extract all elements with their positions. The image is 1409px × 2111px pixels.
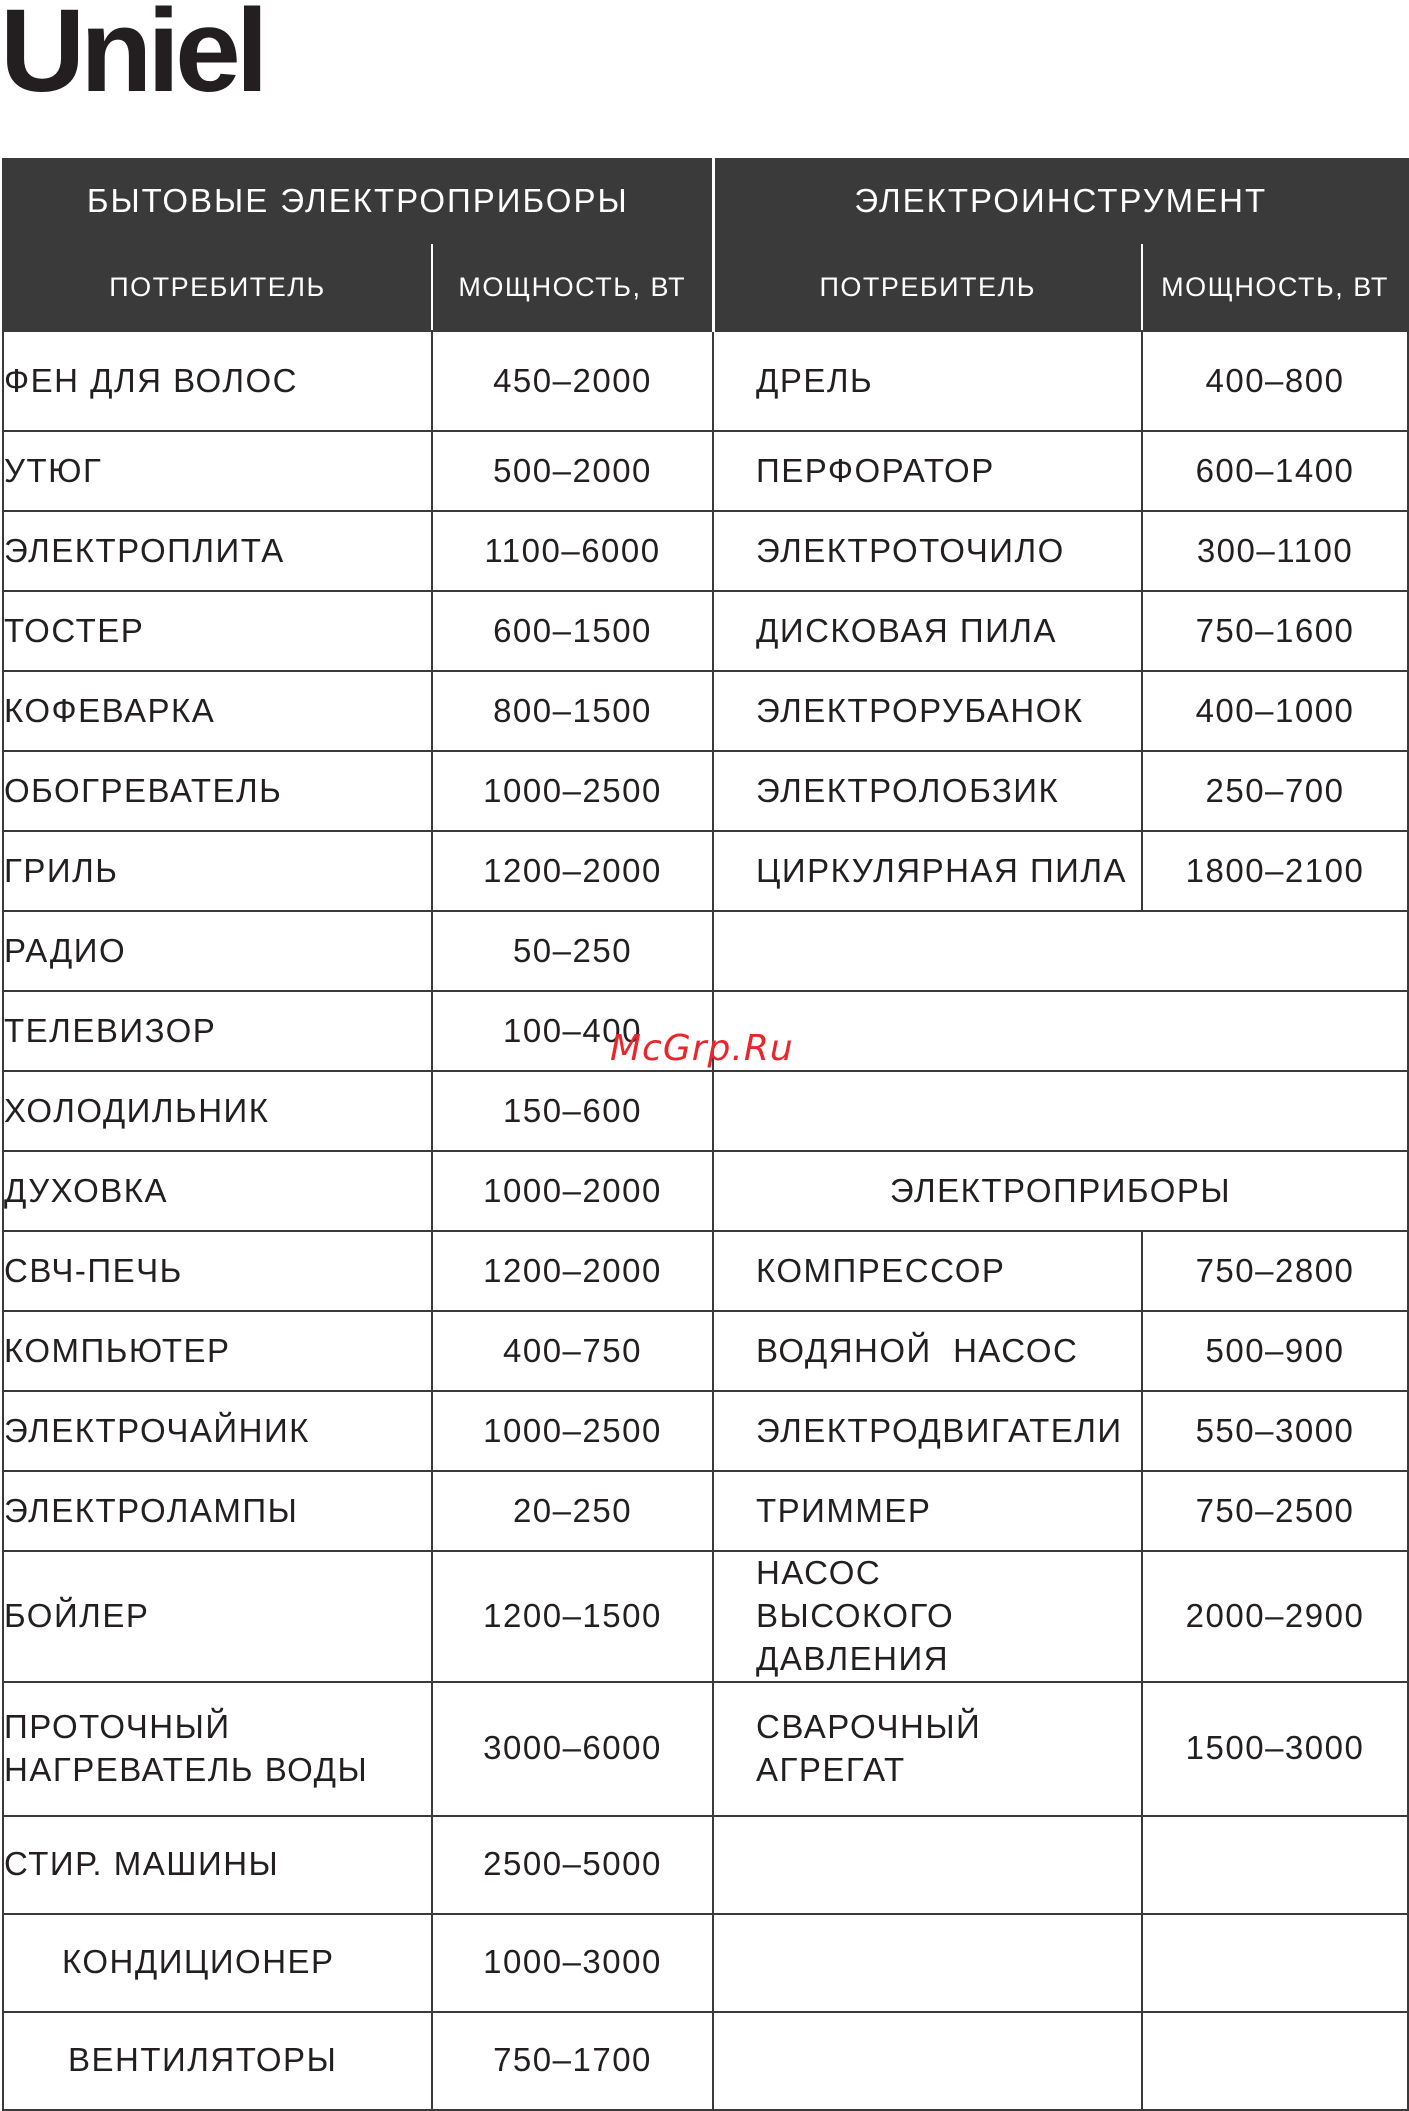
empty-cell <box>713 911 1408 991</box>
tool-name: ПЕРФОРАТОР <box>713 431 1142 511</box>
household-power: 500–2000 <box>432 431 713 511</box>
household-power: 1200–2000 <box>432 831 713 911</box>
empty-cell <box>1142 1816 1408 1914</box>
household-power: 1000–3000 <box>432 1914 713 2012</box>
tool-power: 250–700 <box>1142 751 1408 831</box>
appliance-power: 750–2800 <box>1142 1231 1408 1311</box>
tool-name: ЭЛЕКТРОЛОБЗИК <box>713 751 1142 831</box>
empty-cell <box>1142 1914 1408 2012</box>
tool-name: ЦИРКУЛЯРНАЯ ПИЛА <box>713 831 1142 911</box>
table-row <box>3 331 1408 431</box>
household-power: 1200–1500 <box>432 1551 713 1682</box>
appliance-name: СВАРОЧНЫЙ АГРЕГАТ <box>713 1682 1142 1816</box>
household-name: ФЕН ДЛЯ ВОЛОС <box>3 331 432 431</box>
household-name: ДУХОВКА <box>3 1151 432 1231</box>
household-name: ЭЛЕКТРОЧАЙНИК <box>3 1391 432 1471</box>
appliance-name: ВОДЯНОЙ НАСОС <box>713 1311 1142 1391</box>
tools-power-header: МОЩНОСТЬ, ВТ <box>1142 243 1408 331</box>
appliance-power: 2000–2900 <box>1142 1551 1408 1682</box>
household-consumer-header: ПОТРЕБИТЕЛЬ <box>3 243 432 331</box>
table-row <box>3 1914 1408 2012</box>
appliances-section-header: ЭЛЕКТРОПРИБОРЫ <box>713 1151 1408 1231</box>
household-name: КОФЕВАРКА <box>3 671 432 751</box>
household-power: 800–1500 <box>432 671 713 751</box>
empty-cell <box>1142 2012 1408 2110</box>
table-row <box>3 511 1408 591</box>
column-header-row <box>3 243 1408 331</box>
appliance-name: КОМПРЕССОР <box>713 1231 1142 1311</box>
household-name: КОНДИЦИОНЕР <box>3 1914 432 2012</box>
tool-power: 750–1600 <box>1142 591 1408 671</box>
table-row <box>3 431 1408 511</box>
household-name: УТЮГ <box>3 431 432 511</box>
household-name: ЭЛЕКТРОЛАМПЫ <box>3 1471 432 1551</box>
section-header-row <box>3 159 1408 243</box>
table-row <box>3 1551 1408 1682</box>
table-row <box>3 1311 1408 1391</box>
table-row <box>3 1471 1408 1551</box>
table-row <box>3 1816 1408 1914</box>
household-name: ТОСТЕР <box>3 591 432 671</box>
table-row <box>3 911 1408 991</box>
table-row <box>3 591 1408 671</box>
table-row <box>3 1682 1408 1816</box>
appliance-power: 500–900 <box>1142 1311 1408 1391</box>
appliance-power: 550–3000 <box>1142 1391 1408 1471</box>
empty-cell <box>713 1816 1142 1914</box>
appliance-name: ТРИММЕР <box>713 1471 1142 1551</box>
tools-consumer-header: ПОТРЕБИТЕЛЬ <box>713 243 1142 331</box>
household-name: СВЧ-ПЕЧЬ <box>3 1231 432 1311</box>
household-section-header: БЫТОВЫЕ ЭЛЕКТРОПРИБОРЫ <box>3 159 713 243</box>
household-power: 450–2000 <box>432 331 713 431</box>
empty-cell <box>713 1914 1142 2012</box>
household-name: ХОЛОДИЛЬНИК <box>3 1071 432 1151</box>
appliance-name: НАСОС ВЫСОКОГО ДАВЛЕНИЯ <box>713 1551 1142 1682</box>
household-power: 1000–2500 <box>432 751 713 831</box>
household-power-header: МОЩНОСТЬ, ВТ <box>432 243 713 331</box>
table-row <box>3 831 1408 911</box>
household-power: 20–250 <box>432 1471 713 1551</box>
tool-power: 600–1400 <box>1142 431 1408 511</box>
brand-logo: Uniel <box>0 0 264 117</box>
table-row <box>3 1071 1408 1151</box>
tool-power: 1800–2100 <box>1142 831 1408 911</box>
appliance-name: ЭЛЕКТРОДВИГАТЕЛИ <box>713 1391 1142 1471</box>
household-name: КОМПЬЮТЕР <box>3 1311 432 1391</box>
household-power: 50–250 <box>432 911 713 991</box>
tool-name: ДРЕЛЬ <box>713 331 1142 431</box>
household-power: 400–750 <box>432 1311 713 1391</box>
tool-name: ЭЛЕКТРОРУБАНОК <box>713 671 1142 751</box>
table-row <box>3 1151 1408 1231</box>
power-consumption-table <box>2 158 1409 2111</box>
empty-cell <box>713 1071 1408 1151</box>
household-power: 100–400 <box>432 991 713 1071</box>
tools-section-header: ЭЛЕКТРОИНСТРУМЕНТ <box>713 159 1408 243</box>
household-power: 150–600 <box>432 1071 713 1151</box>
household-name: СТИР. МАШИНЫ <box>3 1816 432 1914</box>
appliance-power: 750–2500 <box>1142 1471 1408 1551</box>
household-name: ЭЛЕКТРОПЛИТА <box>3 511 432 591</box>
tool-power: 300–1100 <box>1142 511 1408 591</box>
household-power: 1000–2500 <box>432 1391 713 1471</box>
household-name: ГРИЛЬ <box>3 831 432 911</box>
household-name: РАДИО <box>3 911 432 991</box>
household-power: 2500–5000 <box>432 1816 713 1914</box>
tool-power: 400–1000 <box>1142 671 1408 751</box>
household-name: ПРОТОЧНЫЙ НАГРЕВАТЕЛЬ ВОДЫ <box>3 1682 432 1816</box>
household-name: ТЕЛЕВИЗОР <box>3 991 432 1071</box>
household-name: ОБОГРЕВАТЕЛЬ <box>3 751 432 831</box>
household-name: ВЕНТИЛЯТОРЫ <box>3 2012 432 2110</box>
household-power: 600–1500 <box>432 591 713 671</box>
household-power: 1200–2000 <box>432 1231 713 1311</box>
table-row <box>3 1391 1408 1471</box>
table-row <box>3 671 1408 751</box>
table-row <box>3 2012 1408 2110</box>
empty-cell <box>713 991 1408 1071</box>
empty-cell <box>713 2012 1142 2110</box>
tool-name: ДИСКОВАЯ ПИЛА <box>713 591 1142 671</box>
appliance-power: 1500–3000 <box>1142 1682 1408 1816</box>
table-row <box>3 1231 1408 1311</box>
household-power: 3000–6000 <box>432 1682 713 1816</box>
tool-power: 400–800 <box>1142 331 1408 431</box>
tool-name: ЭЛЕКТРОТОЧИЛО <box>713 511 1142 591</box>
household-name: БОЙЛЕР <box>3 1551 432 1682</box>
watermark-text: McGrp.Ru <box>610 1028 794 1069</box>
household-power: 750–1700 <box>432 2012 713 2110</box>
household-power: 1100–6000 <box>432 511 713 591</box>
household-power: 1000–2000 <box>432 1151 713 1231</box>
table-row <box>3 751 1408 831</box>
